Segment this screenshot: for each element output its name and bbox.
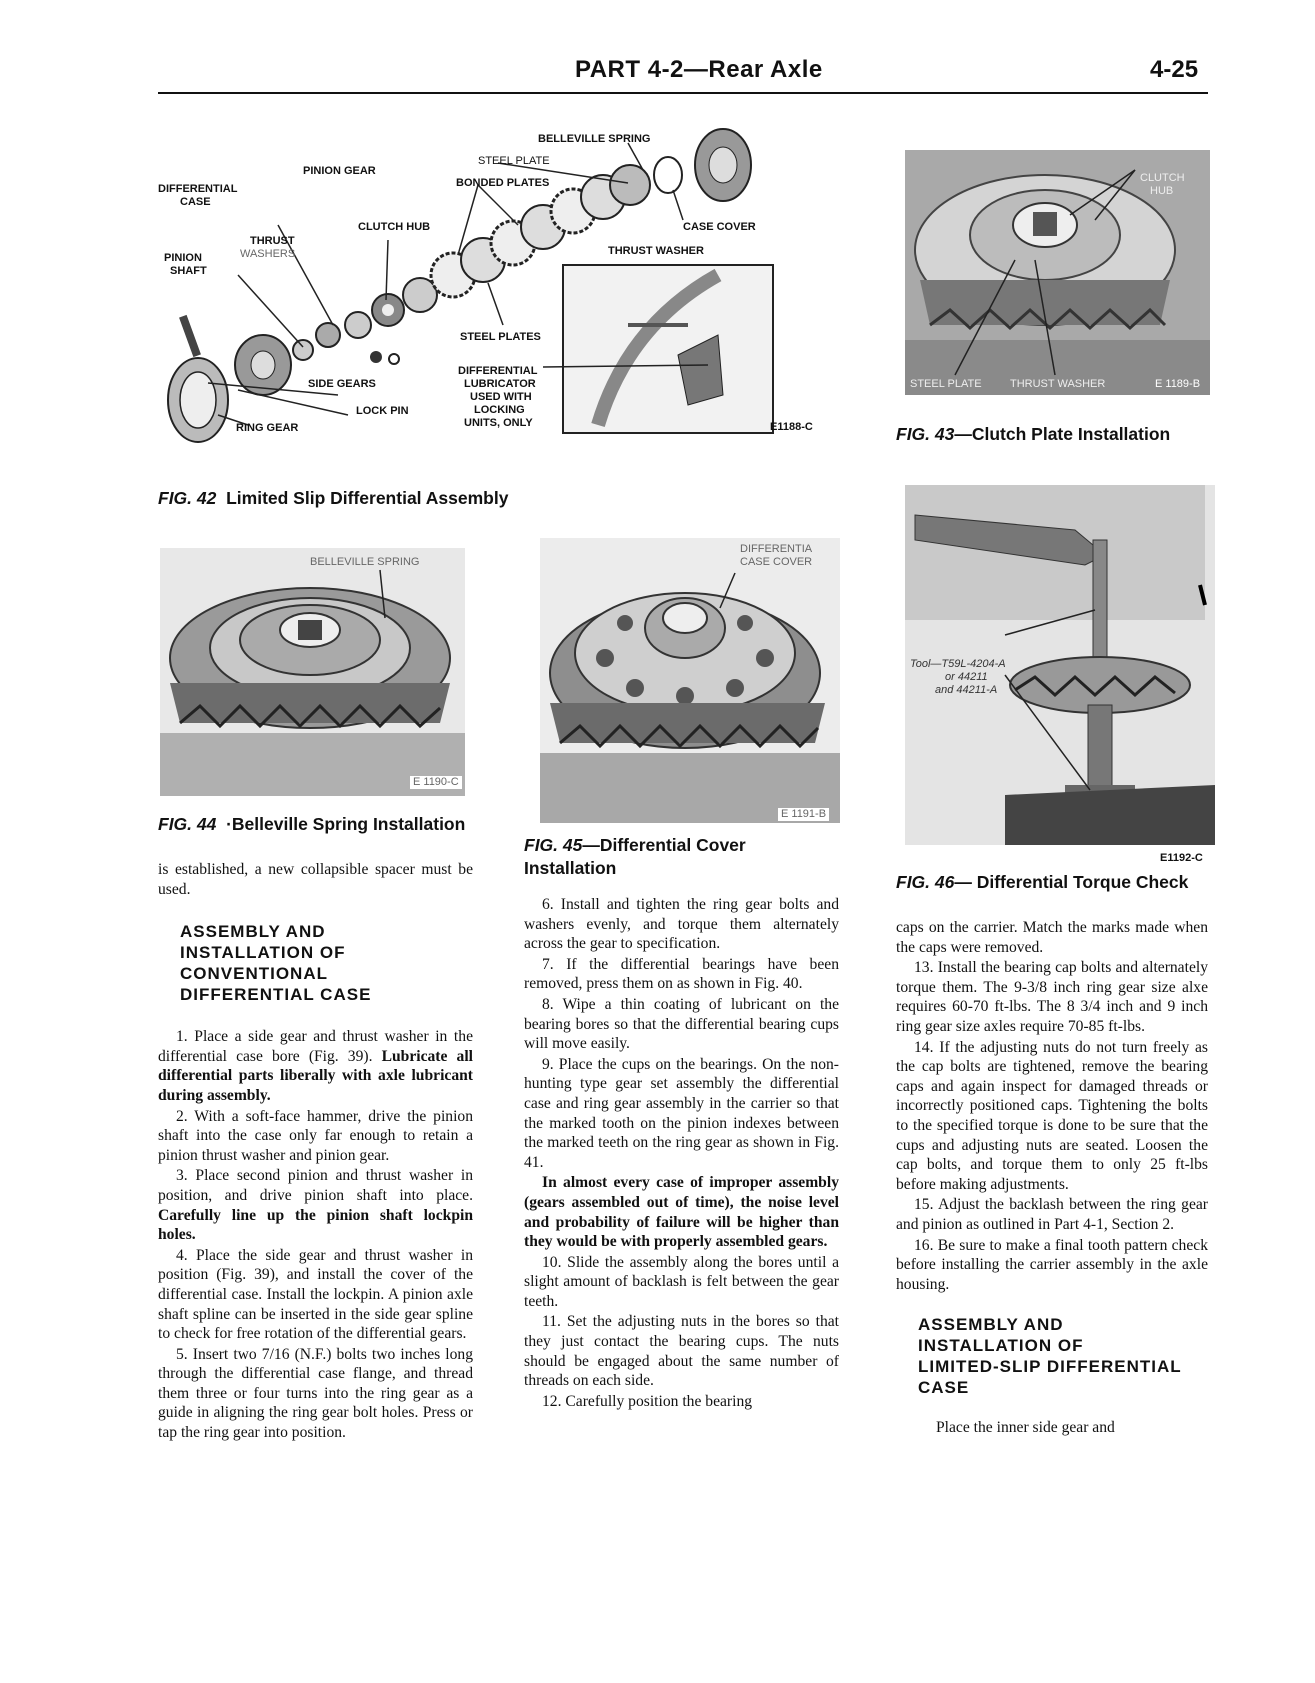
fig44-code: E 1190-C <box>410 776 462 789</box>
fig45-caption-number: FIG. 45 <box>524 835 583 855</box>
fig42-label-differential-case-2: CASE <box>180 196 211 208</box>
fig42-label-lubricator-3: USED WITH <box>470 391 532 403</box>
fig42-label-pinion-shaft-1: PINION <box>164 252 202 264</box>
fig42-label-thrust-washers-1: THRUST <box>250 235 295 247</box>
fig42-caption-number: FIG. 42 <box>158 488 217 508</box>
fig44-drawing <box>160 548 465 796</box>
header-rule <box>158 92 1208 94</box>
fig42-label-lock-pin: LOCK PIN <box>356 405 409 417</box>
col2-step-10: 10. Slide the assembly along the bores until a slight amount of backlash is felt between the gear teeth. <box>524 1253 839 1310</box>
col1-step-1-text: 1. Place a side gear and thrust washer in the differential case bore (Fig. 39). <box>158 1028 473 1065</box>
fig42-label-pinion-shaft-2: SHAFT <box>170 265 207 277</box>
fig43-caption-number: FIG. 43 <box>896 424 955 444</box>
page-header-title: PART 4-2—Rear Axle <box>575 56 823 83</box>
col1-step-3-text: 3. Place second pinion and thrust washer in position, and drive pinion shaft into place. <box>158 1167 473 1204</box>
fig45-label-cover-2: CASE COVER <box>740 556 813 568</box>
col1-step-1-bold: Lubricate all differential parts liberally with axle lubricant during assembly. <box>158 1047 473 1104</box>
text-column-3 <box>896 918 1208 1439</box>
fig43-caption <box>896 424 1170 445</box>
fig42-label-steel-plates: STEEL PLATES <box>460 331 541 343</box>
col3-continued: caps on the carrier. Match the marks made when the caps were removed. <box>896 919 1208 956</box>
fig42-label-belleville-spring: BELLEVILLE SPRING <box>538 133 651 145</box>
fig45-code: E 1191-B <box>778 808 829 821</box>
fig42-label-pinion-gear: PINION GEAR <box>303 165 376 177</box>
col1-step-4: 4. Place the side gear and thrust washer in position (Fig. 39), and install the cover of the differential case. Install the lockpin. A pinion axle shaft spline can be inserted in the side gear spline to check for free rotation of the differential gears. <box>158 1246 473 1343</box>
page-number: 4-25 <box>1150 56 1199 83</box>
fig43-photo <box>905 150 1210 395</box>
fig46-label-tool-3: and 44211-A <box>935 684 998 696</box>
fig43-label-thrust-washer: THRUST WASHER <box>1010 378 1106 390</box>
col1-step-3 <box>158 1166 473 1244</box>
col3-heading-line-2: INSTALLATION OF <box>918 1336 1084 1356</box>
fig42-label-case-cover: CASE COVER <box>683 221 756 233</box>
fig44-caption <box>158 814 465 835</box>
fig43-code: E 1189-B <box>1155 378 1201 390</box>
col2-step-11: 11. Set the adjusting nuts in the bores so that they just contact the bearing cups. The nuts should be engaged about the same number of threads on each side. <box>524 1313 839 1390</box>
text-column-1 <box>158 860 473 1444</box>
fig42-label-clutch-hub: CLUTCH HUB <box>358 221 431 233</box>
fig44-caption-text: ·Belleville Spring Installation <box>226 814 466 834</box>
col3-section-heading <box>918 1314 1208 1398</box>
fig43-label-clutch-hub-2: HUB <box>1150 185 1174 197</box>
col1-section-heading <box>180 921 473 1005</box>
fig42-label-differential-case-1: DIFFERENTIAL <box>158 183 238 195</box>
col3-step-13: 13. Install the bearing cap bolts and alternately torque them. The 9-3/8 inch ring gear size alxe requires 60-70 ft-lbs. The 8 3/4 inch and 9 inch ring gear size axles require 70-85 ft-lbs. <box>896 959 1208 1035</box>
fig46-label-tool-1: Tool—T59L-4204-A <box>910 658 1006 670</box>
col3-heading-line-1: ASSEMBLY AND <box>918 1315 1064 1335</box>
fig45-caption-line1: —Differential Cover <box>582 835 746 855</box>
col1-step-1 <box>158 1027 473 1105</box>
fig42-label-side-gears: SIDE GEARS <box>308 378 376 390</box>
col1-heading-line-2: INSTALLATION OF <box>180 943 346 963</box>
fig45-drawing <box>540 538 840 823</box>
fig44-label-belleville-spring: BELLEVILLE SPRING <box>310 556 420 568</box>
fig42-code: E1188-C <box>770 421 813 433</box>
col3-step-16: 16. Be sure to make a final tooth pattern check before installing the carrier assembly in the axle housing. <box>896 1236 1208 1293</box>
fig45-photo <box>540 538 840 823</box>
fig42-label-lubricator-4: LOCKING <box>474 404 525 416</box>
fig42-label-thrust-washer: THRUST WASHER <box>608 245 704 257</box>
fig45-caption-line2: Installation <box>524 858 617 878</box>
fig43-caption-dash: — <box>954 424 972 444</box>
col3-heading-line-4: CASE <box>918 1378 970 1398</box>
col1-heading-line-4: DIFFERENTIAL CASE <box>180 985 372 1005</box>
fig44-caption-number: FIG. 44 <box>158 814 217 834</box>
col1-heading-line-3: CONVENTIONAL <box>180 964 328 984</box>
fig46-label-tool-2: or 44211 <box>945 671 988 683</box>
fig46-caption <box>896 872 1188 893</box>
col3-step-15: 15. Adjust the backlash between the ring gear and pinion as outlined in Part 4-1, Section 2. <box>896 1196 1208 1233</box>
fig45-label-cover-1: DIFFERENTIA <box>740 543 813 555</box>
col3-heading-line-3: LIMITED-SLIP DIFFERENTIAL <box>918 1357 1182 1377</box>
fig42-label-steel-plate: STEEL PLATE <box>478 155 550 167</box>
fig42-caption <box>158 488 508 509</box>
col3-tail: Place the inner side gear and <box>936 1419 1115 1437</box>
fig42-label-ring-gear: RING GEAR <box>236 422 299 434</box>
col2-step-7: 7. If the differential bearings have been removed, press them on as shown in Fig. 40. <box>524 955 839 993</box>
col1-step-3-bold: Carefully line up the pinion shaft lockpin holes. <box>158 1206 473 1244</box>
fig46-caption-number: FIG. 46 <box>896 872 955 892</box>
fig42-label-lubricator-5: UNITS, ONLY <box>464 417 533 429</box>
col1-step-5: 5. Insert two 7/16 (N.F.) bolts two inches long through the differential case flange, and thread them three or four turns into the ring gear as a guide in aligning the ring gear bolt holes. Press or tap the ring gear into position. <box>158 1345 473 1442</box>
col1-heading-line-1: ASSEMBLY AND <box>180 922 326 942</box>
fig46-code: E1192-C <box>1160 852 1203 864</box>
fig42-label-thrust-washers-2: WASHERS <box>240 248 296 260</box>
col2-bold-note-text: In almost every case of improper assembly (gears assembled out of time), the noise level and probability of failure will be higher than they would be with properly assembled gears. <box>524 1174 839 1251</box>
col3-step-14: 14. If the adjusting nuts do not turn freely as the cap bolts are tightened, remove the bearing caps and again inspect for damaged threads or incorrectly positioned caps. Tightening the bolts to the specified torque is done to be sure that the cups and adjusting nuts are seated. Loosen the cap bolts, and torque them to only 25 ft-lbs before making adjustments. <box>896 1038 1208 1193</box>
fig46-caption-text: — Differential Torque Check <box>954 872 1189 892</box>
fig43-label-clutch-hub-1: CLUTCH <box>1140 172 1185 184</box>
fig45-caption <box>524 834 746 880</box>
col1-step-2: 2. With a soft-face hammer, drive the pinion shaft into the case only far enough to retain a pinion thrust washer and pinion gear. <box>158 1107 473 1164</box>
col2-step-8: 8. Wipe a thin coating of lubricant on the bearing bores so that the differential bearing cups will move easily. <box>524 995 839 1053</box>
fig44-photo <box>160 548 465 796</box>
fig42-caption-text: Limited Slip Differential Assembly <box>226 488 509 508</box>
fig42-label-lubricator-2: LUBRICATOR <box>464 378 536 390</box>
col2-bold-note <box>524 1173 839 1251</box>
col1-intro: is established, a new collapsible spacer must be used. <box>158 861 473 898</box>
fig43-caption-text: Clutch Plate Installation <box>971 424 1171 444</box>
fig42-label-bonded-plates: BONDED PLATES <box>456 177 550 189</box>
fig43-label-steel-plate: STEEL PLATE <box>910 378 982 390</box>
text-column-2 <box>524 895 839 1412</box>
col2-step-9: 9. Place the cups on the bearings. On the non-hunting type gear set assembly the differential case and ring gear assembly in the carrier so that the marked tooth on the pinion indexes between the marked teeth on the ring gear as shown in Fig. 41. <box>524 1055 839 1171</box>
fig42-label-lubricator-1: DIFFERENTIAL <box>458 365 538 377</box>
col2-step-12: 12. Carefully position the bearing <box>542 1392 753 1410</box>
col2-step-6: 6. Install and tighten the ring gear bolts and washers evenly, and torque them alternately across the gear to specification. <box>524 896 839 953</box>
fig46-photo <box>905 485 1215 845</box>
fig42-diagram <box>158 125 838 475</box>
